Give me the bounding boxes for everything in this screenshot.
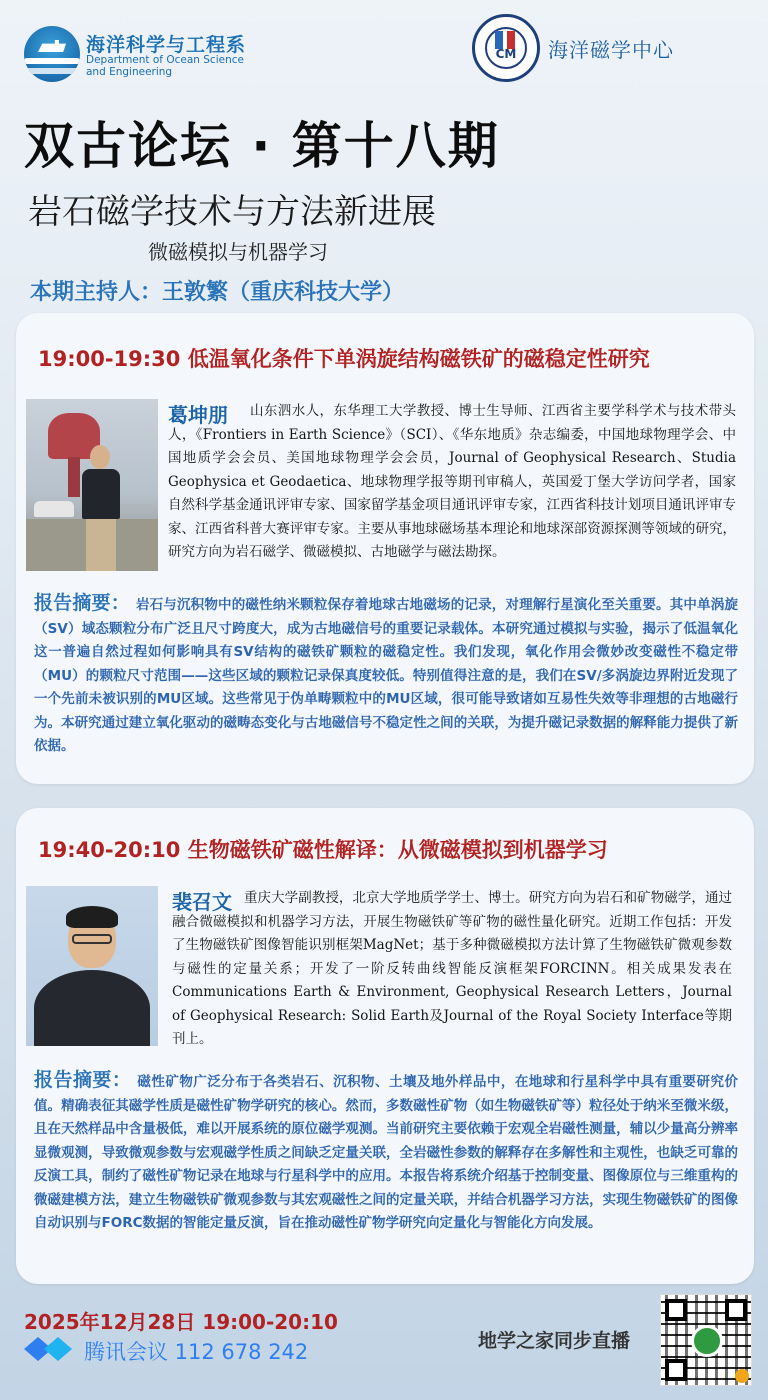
meeting-id[interactable]: 腾讯会议 112 678 242 [84, 1340, 309, 1364]
speaker-bio: 重庆大学副教授，北京大学地质学学士、博士。研究方向为岩石和矿物磁学，通过融合微磁模拟和机器学习方法，开展生物磁铁矿等矿物的磁性量化研究。近期工作包括：开发了生物磁铁矿图像智能识别框架MagNet；基于多种微磁模拟方法计算了生物磁铁矿微观参数与磁性的定量关系；开发了一阶反转曲线智能反演框架FORCINN。相关成果发表在Communications Earth & Environment, Geophysical Research Letters，Journal of Geophysical Research: Solid Earth及Journal of the Royal Society Interface等期刊上。 [172, 890, 732, 1047]
abstract-text: 磁性矿物广泛分布于各类岩石、沉积物、土壤及地外样品中，在地球和行星科学中具有重要研究价值。精确表征其磁学性质是磁性矿物学研究的核心。然而，多数磁性矿物（如生物磁铁矿等）粒径处于纳米至微米级，且在天然样品中含量极低，难以开展系统的原位磁学观测。当前研究主要依赖于宏观全岩磁性测量，辅以少量高分辨率显微观测，导致微观参数与宏观磁学性质之间缺乏定量关联，全岩磁性参数的解释存在多解性和主观性，也缺乏可靠的反演工具，制约了磁性矿物记录在地球与行星科学中的应用。本报告将系统介绍基于控制变量、图像原位与三维重构的微磁建模方法，建立生物磁铁矿微观参数与其宏观磁性之间的定量关联，并结合机器学习方法，实现生物磁铁矿的图像自动识别与FORC数据的智能定量反演，旨在推动磁性矿物学研究向定量化与智能化方向发展。 [34, 1074, 738, 1231]
live-stream-note: 地学之家同步直播 [478, 1330, 631, 1352]
center-logo-text: CM [495, 47, 517, 61]
forum-sub-subtitle: 微磁模拟与机器学习 [148, 240, 328, 264]
qr-code-icon[interactable] [660, 1294, 752, 1386]
abstract-label: 报告摘要： [34, 592, 130, 614]
talk-card-1 [16, 313, 754, 784]
ocean-magnetism-center-logo-icon [472, 14, 540, 82]
department-name-en: Department of Ocean Science and Engineering [86, 54, 244, 78]
ocean-department-logo-icon [24, 26, 80, 82]
header [0, 0, 768, 90]
talk-abstract [34, 1069, 738, 1236]
center-name: 海洋磁学中心 [548, 38, 674, 62]
speaker-name: 葛坤朋 [168, 403, 228, 427]
talk-card-2 [16, 808, 754, 1284]
speaker-name: 裴召文 [172, 890, 232, 914]
speaker-photo [26, 399, 158, 571]
host-line: 本期主持人：王敦繁（重庆科技大学） [30, 280, 405, 305]
event-date: 2025年12月28日 19:00-20:10 [24, 1310, 338, 1334]
talk-title: 19:00-19:30 低温氧化条件下单涡旋结构磁铁矿的磁稳定性研究 [38, 347, 650, 371]
speaker-photo [26, 886, 158, 1046]
department-name-cn: 海洋科学与工程系 [86, 34, 247, 56]
abstract-label: 报告摘要： [34, 1069, 132, 1091]
talk-title: 19:40-20:10 生物磁铁矿磁性解译：从微磁模拟到机器学习 [38, 838, 608, 862]
speaker-bio: 山东泗水人，东华理工大学教授、博士生导师、江西省主要学科学术与技术带头人，《Frontiers in Earth Science》（SCI）、《华东地质》杂志编委，中国地球物理学会、中国地质学会会员、美国地球物理学会会员，Journal of Geophysical Research、Studia Geophysica et Geodaetica、地球物理学报等期刊审稿人，英国爱丁堡大学访问学者，国家自然科学基金通讯评审专家、国家留学基金项目通讯评审专家，江西省科技计划项目通讯评审专家、江西省科普大赛评审专家。主要从事地球磁场基本理论和地球深部资源探测等领域的研究，研究方向为岩石磁学、微磁模拟、古地磁学与磁法勘探。 [168, 403, 736, 560]
tencent-meeting-icon [24, 1337, 74, 1361]
forum-title: 双古论坛 · 第十八期 [24, 117, 500, 175]
abstract-text: 岩石与沉积物中的磁性纳米颗粒保存着地球古地磁场的记录，对理解行星演化至关重要。其中单涡旋（SV）域态颗粒分布广泛且尺寸跨度大，成为古地磁信号的重要记录载体。本研究通过模拟与实验，揭示了低温氧化这一普遍自然过程如何影响具有SV结构的磁铁矿颗粒的磁稳定性。我们发现，氧化作用会微妙改变磁性不稳定带（MU）的颗粒尺寸范围——这些区域的颗粒记录保真度较低。特别值得注意的是，我们在SV/多涡旋边界附近发现了一个先前未被识别的MU区域。这些常见于伪单畴颗粒中的MU区域，很可能导致诸如互易性失效等非理想的古地磁行为。本研究通过建立氧化驱动的磁畴态变化与古地磁信号不稳定性之间的关联，为提升磁记录数据的解释能力提供了新依据。 [34, 597, 738, 754]
talk-abstract [34, 592, 738, 759]
forum-subtitle: 岩石磁学技术与方法新进展 [28, 192, 436, 232]
